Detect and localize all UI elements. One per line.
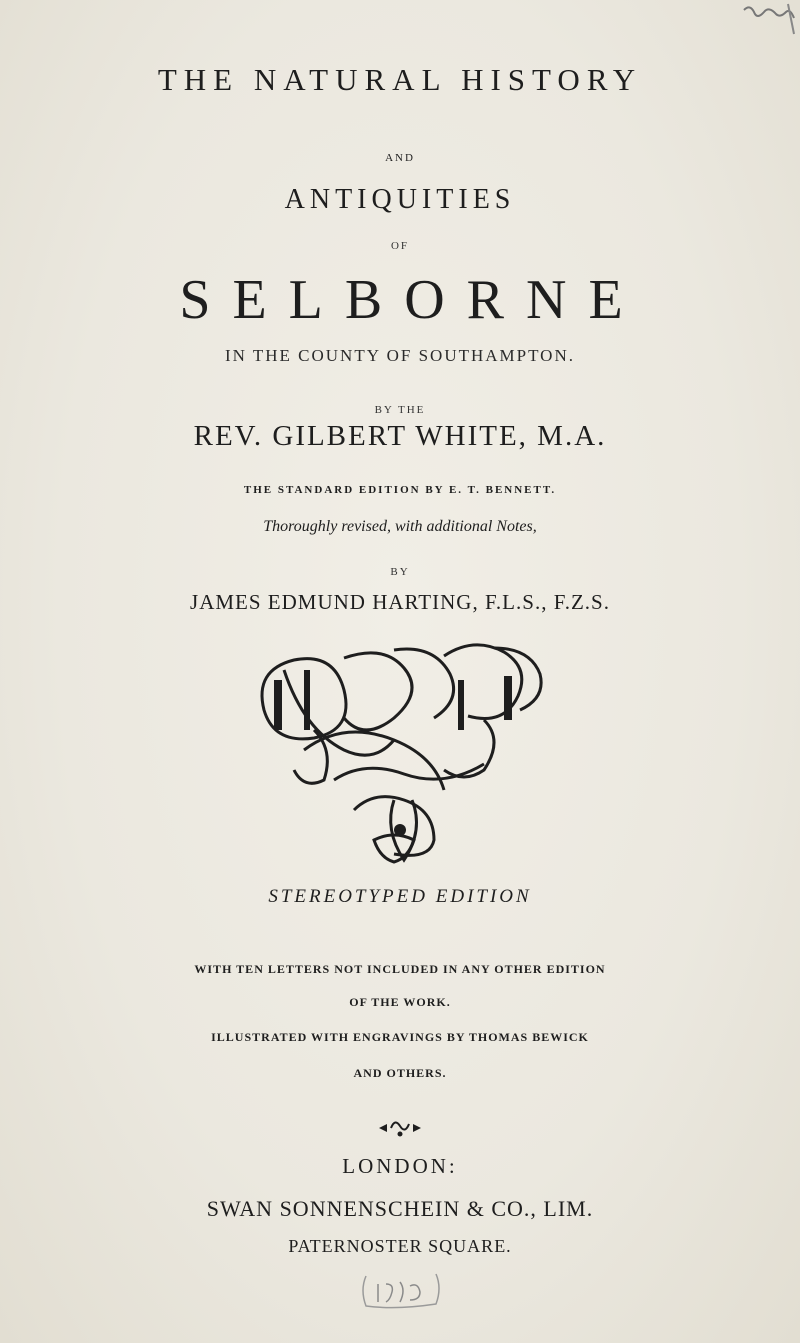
revised-line: Thoroughly revised, with additional Notes, bbox=[263, 518, 537, 535]
editor-name: JAMES EDMUND HARTING, F.L.S., F.Z.S. bbox=[190, 590, 610, 614]
by-label: BY bbox=[390, 566, 410, 578]
place-of-publication: LONDON: bbox=[342, 1154, 458, 1178]
by-the-label: BY THE bbox=[374, 404, 426, 416]
title-line-and: AND bbox=[385, 152, 415, 164]
note-line-1: WITH TEN LETTERS NOT INCLUDED IN ANY OTHER EDITION bbox=[194, 962, 606, 976]
printers-fleuron-icon bbox=[375, 1116, 425, 1140]
note-line-4: AND OTHERS. bbox=[353, 1066, 447, 1080]
title-line-natural-history: THE NATURAL HISTORY bbox=[157, 62, 643, 97]
title-line-county: IN THE COUNTY OF SOUTHAMPTON. bbox=[224, 346, 575, 365]
title-line-of: OF bbox=[390, 240, 410, 252]
corner-handwriting-icon bbox=[736, 0, 800, 44]
note-line-2: OF THE WORK. bbox=[349, 995, 451, 1009]
publisher-address: PATERNOSTER SQUARE. bbox=[288, 1236, 512, 1256]
celtic-knot-monogram-icon bbox=[244, 640, 556, 868]
note-line-3: ILLUSTRATED WITH ENGRAVINGS BY THOMAS BEWICK bbox=[211, 1030, 589, 1044]
title-line-selborne: SELBORNE bbox=[179, 269, 645, 331]
author-name: REV. GILBERT WHITE, M.A. bbox=[193, 420, 607, 452]
title-line-antiquities: ANTIQUITIES bbox=[284, 184, 516, 215]
library-stamp-icon bbox=[356, 1268, 446, 1314]
publisher-name: SWAN SONNENSCHEIN & CO., LIM. bbox=[206, 1196, 594, 1221]
edition-label: STEREOTYPED EDITION bbox=[268, 886, 532, 907]
standard-edition-line: THE STANDARD EDITION BY E. T. BENNETT. bbox=[243, 484, 557, 496]
